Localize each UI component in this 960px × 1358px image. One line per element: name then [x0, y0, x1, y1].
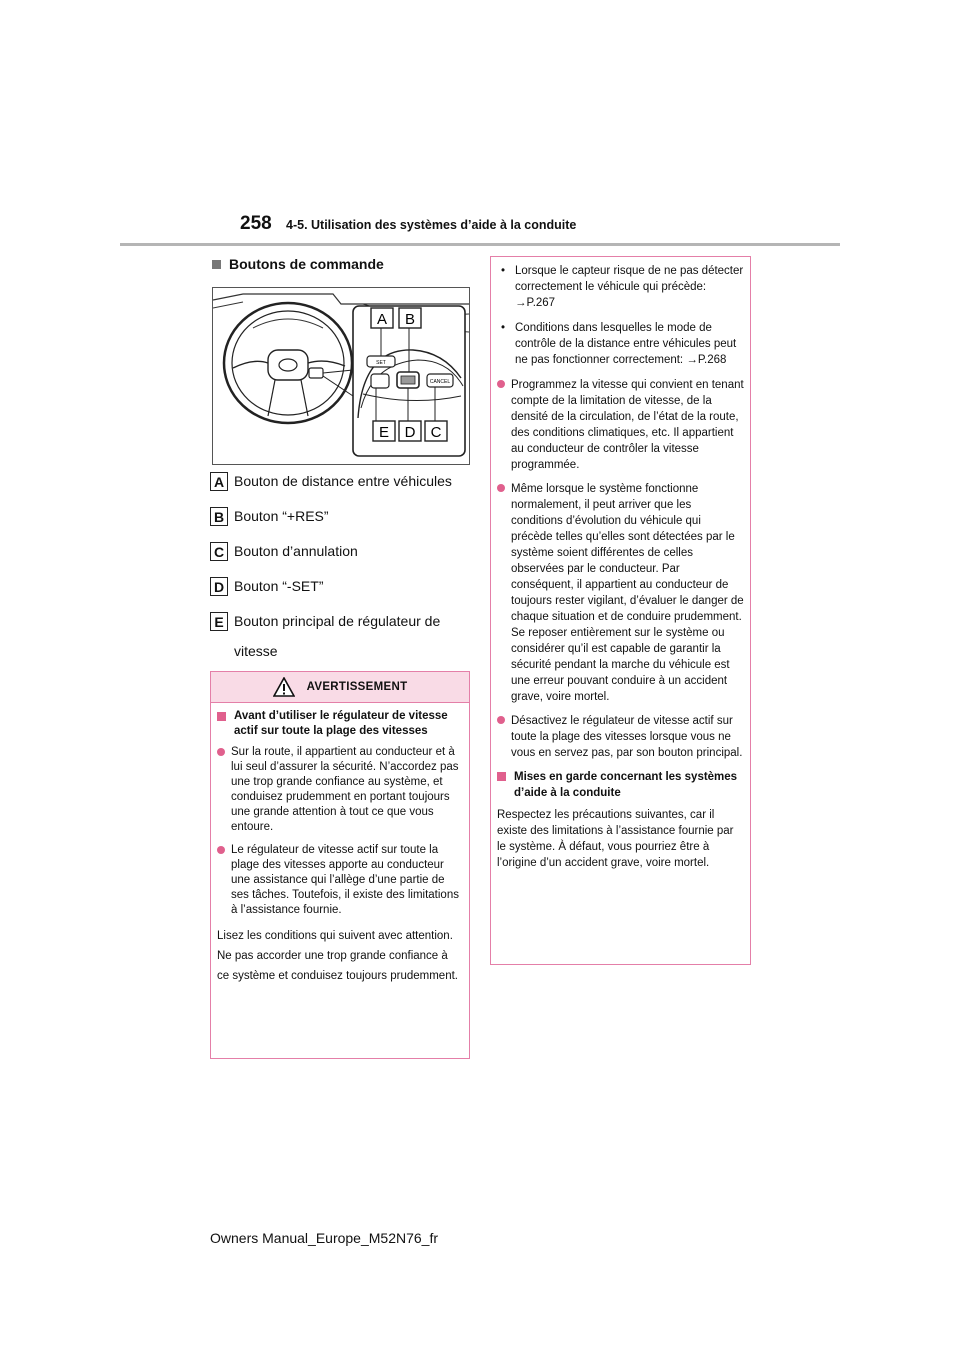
warning-bullet-text: Même lorsque le système fonctionne normalement, il peut arriver que les conditions d’évolution du véhicule qui précède telles qu’elles sont détectées par le système soient différentes de celles observées par le conducteur. Par conséquent, il appartient au conducteur de toujours rester vigilant, d’évaluer le danger de chaque situation et de conduire prudemment. Se reposer entièrement sur le système ou considérer qu’il est capable de garantir la sécurité pendant la marche du véhicule est une erreur pouvant conduire à un accident grave, voire mortel.: [511, 483, 744, 703]
warning-bullet: [497, 713, 744, 761]
label-letter-b: B: [210, 507, 228, 526]
callout-a: A: [376, 311, 388, 328]
warning-bullet-text: Sur la route, il appartient au conducteur et à lui seul d’assurer la sécurité. N’accordez pas une trop grande confiance au système, et conduisez prudemment en portant toujours une grande attention à tout ce que vous entoure.: [231, 746, 459, 833]
label-text-c: Bouton d’annulation: [234, 543, 358, 559]
warning-bullet-text: Le régulateur de vitesse actif sur toute la plage des vitesses apporte au conducteur une assistance qui l’allège d’une partie de ses tâches. Toutefois, il existe des limitations à l’assistance fournie.: [231, 844, 459, 916]
systems-warning-subheading-text: Mises en garde concernant les systèmes d’aide à la conduite: [514, 771, 738, 799]
small-bullet-icon: •: [500, 265, 506, 277]
callout-d: D: [404, 424, 416, 441]
warning-title: AVERTISSEMENT: [306, 681, 408, 693]
label-text-d: Bouton “-SET”: [234, 578, 324, 594]
warning-box: [210, 671, 470, 1059]
small-bullet-icon: •: [500, 322, 506, 334]
label-letter-c: C: [210, 542, 228, 561]
warning-subheading: [217, 709, 463, 739]
label-letter-e: E: [210, 612, 228, 631]
small-bullet-item: [497, 320, 744, 368]
systems-warning-subheading: [497, 769, 744, 801]
controls-heading: [212, 256, 470, 272]
callout-e: E: [378, 424, 390, 441]
small-bullet-text: Lorsque le capteur risque de ne pas détecter correctement le véhicule qui précède: →P.267: [515, 265, 744, 309]
warning-triangle-icon: [273, 677, 295, 697]
warning-subheading-text: Avant d’utiliser le régulateur de vitesse actif sur toute la plage des vitesses: [234, 710, 448, 737]
label-letter-a: A: [210, 472, 228, 491]
label-row-e: [210, 610, 472, 666]
callout-c: C: [430, 424, 442, 441]
callout-b: B: [404, 311, 416, 328]
warning-header: [211, 672, 469, 703]
svg-text:CANCEL: CANCEL: [429, 379, 451, 385]
warning-bullet-text: Désactivez le régulateur de vitesse actif sur toute la plage des vitesses lorsque vous ne vous en servez pas, par son bouton principal.: [511, 715, 743, 759]
warning-continued-box: [490, 256, 751, 965]
warning-bullet: [217, 843, 463, 918]
warning-bullet: [497, 377, 744, 473]
small-bullet-item: [497, 263, 744, 311]
warning-bullet: [497, 481, 744, 705]
warning-bullet-text: Programmez la vitesse qui convient en tenant compte de la limitation de vitesse, de la densité de la circulation, de l’état de la route, des conditions climatiques, etc. Il appartient au conducteur de contrôler la vitesse programmée.: [511, 379, 744, 471]
pink-square-icon: [497, 772, 506, 781]
steering-wheel-drawing: [213, 288, 469, 464]
pink-dot-icon: [497, 380, 505, 388]
warning-bullet: [217, 745, 463, 835]
pink-square-icon: [217, 712, 226, 721]
controls-heading-text: Boutons de commande: [229, 256, 384, 272]
pink-dot-icon: [217, 846, 225, 854]
svg-text:SET: SET: [376, 360, 386, 366]
label-text-b: Bouton “+RES”: [234, 508, 329, 524]
label-row-d: [210, 575, 472, 597]
label-text-a: Bouton de distance entre véhicules: [234, 473, 452, 489]
steering-wheel-illustration: [212, 287, 470, 465]
label-row-a: [210, 470, 472, 492]
warning-body: [211, 703, 469, 986]
controls-heading-block: [210, 256, 470, 272]
warning-continued-body: [491, 257, 750, 871]
label-row-c: [210, 540, 472, 562]
header-divider: [120, 243, 840, 246]
pink-dot-icon: [497, 716, 505, 724]
page-number: 258: [240, 213, 272, 234]
label-text-e: Bouton principal de régulateur de vitesse: [234, 613, 441, 659]
label-row-b: [210, 505, 472, 527]
systems-warning-paragraph: Respectez les précautions suivantes, car il existe des limitations à l’assistance fournie par le système. À défaut, vous pourriez être à l’origine d’un accident grave, voire mortel.: [497, 809, 734, 869]
label-letter-d: D: [210, 577, 228, 596]
pink-dot-icon: [497, 484, 505, 492]
heading-square-icon: [212, 260, 221, 269]
footer-manual-id: Owners Manual_Europe_M52N76_fr: [210, 1230, 439, 1246]
section-title: 4-5. Utilisation des systèmes d’aide à la conduite: [286, 218, 577, 232]
button-label-list: [210, 470, 472, 679]
warning-closing-text: Lisez les conditions qui suivent avec attention. Ne pas accorder une trop grande confiance à ce système et conduisez toujours prudemment.: [217, 930, 458, 982]
small-bullet-text: Conditions dans lesquelles le mode de contrôle de la distance entre véhicules peut ne pas fonctionner correctement: →P.268: [515, 322, 737, 366]
pink-dot-icon: [217, 748, 225, 756]
